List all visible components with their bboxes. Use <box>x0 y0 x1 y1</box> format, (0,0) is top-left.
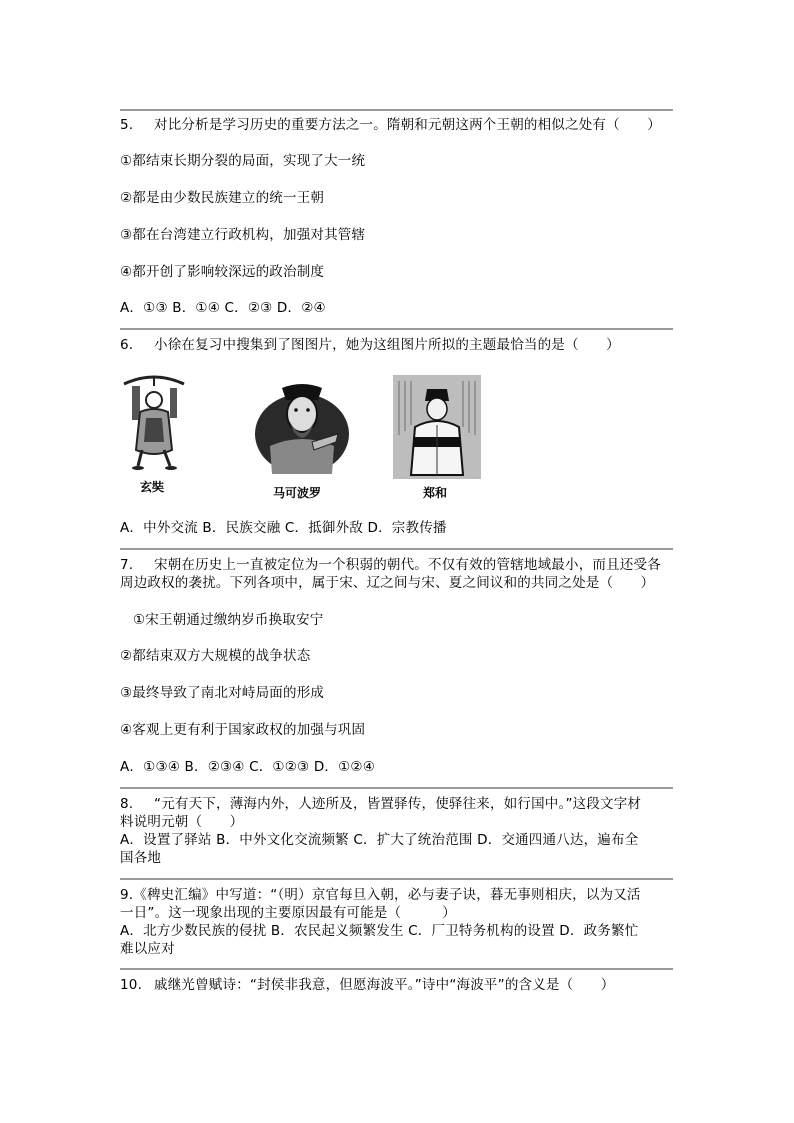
question-5-options: A．①③ B．①④ C．②③ D．②④ <box>120 300 326 316</box>
question-8-options-line-2: 国各地 <box>120 850 162 866</box>
question-number: 6. <box>120 337 134 353</box>
question-9-options-line-2: 难以应对 <box>120 941 175 957</box>
question-7-options: A．①③④ B．②③④ C．①②③ D．①②④ <box>120 759 376 775</box>
question-5-item-1: ①都结束长期分裂的局面，实现了大一统 <box>120 153 366 169</box>
question-8-options-line-1: A．设置了驿站 B．中外文化交流频繁 C．扩大了统治范围 D．交通四通八达，遍布全 <box>120 832 639 848</box>
question-9-stem-line-1: 9.《稗史汇编》中写道：“（明）京官每旦入朝，必与妻子诀，暮无事则相庆，以为又活 <box>120 887 641 903</box>
question-6-options: A．中外交流 B．民族交融 C．抵御外敌 D．宗教传播 <box>120 520 447 536</box>
zheng-he-illustration <box>393 375 481 479</box>
divider-rule <box>120 328 673 330</box>
figure-caption-xuanzang: 玄奘 <box>140 480 165 494</box>
question-5-item-2: ②都是由少数民族建立的统一王朝 <box>120 190 325 206</box>
question-7-item-2: ②都结束双方大规模的战争状态 <box>120 648 311 664</box>
question-text: 戚继光曾赋诗：“封侯非我意，但愿海波平。”诗中“海波平”的含义是（ ） <box>154 977 615 993</box>
question-7-stem-line-2: 周边政权的袭扰。下列各项中，属于宋、辽之间与宋、夏之间议和的共同之处是（ ） <box>120 575 655 591</box>
divider-rule <box>120 787 673 789</box>
divider-rule <box>120 968 673 970</box>
question-5-item-3: ③都在台湾建立行政机构，加强对其管辖 <box>120 227 366 243</box>
question-number: 7. <box>120 557 134 573</box>
xuanzang-illustration <box>118 372 190 472</box>
question-10-stem <box>120 976 680 994</box>
question-7-stem-line-1 <box>120 556 680 574</box>
question-text: 对比分析是学习历史的重要方法之一。隋朝和元朝这两个王朝的相似之处有（ ） <box>154 117 661 133</box>
question-number: 10. <box>120 977 143 993</box>
figure-caption-marco-polo: 马可波罗 <box>273 486 322 500</box>
question-number: 8. <box>120 796 134 812</box>
question-text: 宋朝在历史上一直被定位为一个积弱的朝代。不仅有效的管辖地域最小，而且还受各 <box>154 557 661 573</box>
question-text: “元有天下，薄海内外，人迹所及，皆置驿传，使驿往来，如行国中。”这段文字材 <box>154 796 642 812</box>
question-text: 小徐在复习中搜集到了图图片，她为这组图片所拟的主题最恰当的是（ ） <box>154 337 620 353</box>
question-9-options-line-1: A．北方少数民族的侵扰 B．农民起义频繁发生 C．厂卫特务机构的设置 D．政务繁忙 <box>120 923 639 939</box>
question-6-stem <box>120 336 680 354</box>
figure-caption-zheng-he: 郑和 <box>423 486 448 500</box>
marco-polo-illustration <box>252 378 352 478</box>
question-7-item-3: ③最终导致了南北对峙局面的形成 <box>120 685 325 701</box>
question-number: 5. <box>120 117 134 133</box>
question-5-stem <box>120 116 680 134</box>
question-8-stem-line-2: 料说明元朝（ ） <box>120 814 244 830</box>
question-8-stem-line-1 <box>120 795 680 813</box>
divider-rule <box>120 878 673 880</box>
question-5-item-4: ④都开创了影响较深远的政治制度 <box>120 264 325 280</box>
question-7-item-1: ①宋王朝通过缴纳岁币换取安宁 <box>133 612 324 628</box>
divider-rule <box>120 548 673 550</box>
question-7-item-4: ④客观上更有利于国家政权的加强与巩固 <box>120 722 366 738</box>
divider-rule <box>120 109 673 111</box>
question-9-stem-line-2: 一日”。这一现象出现的主要原因最有可能是（ ） <box>120 905 456 921</box>
